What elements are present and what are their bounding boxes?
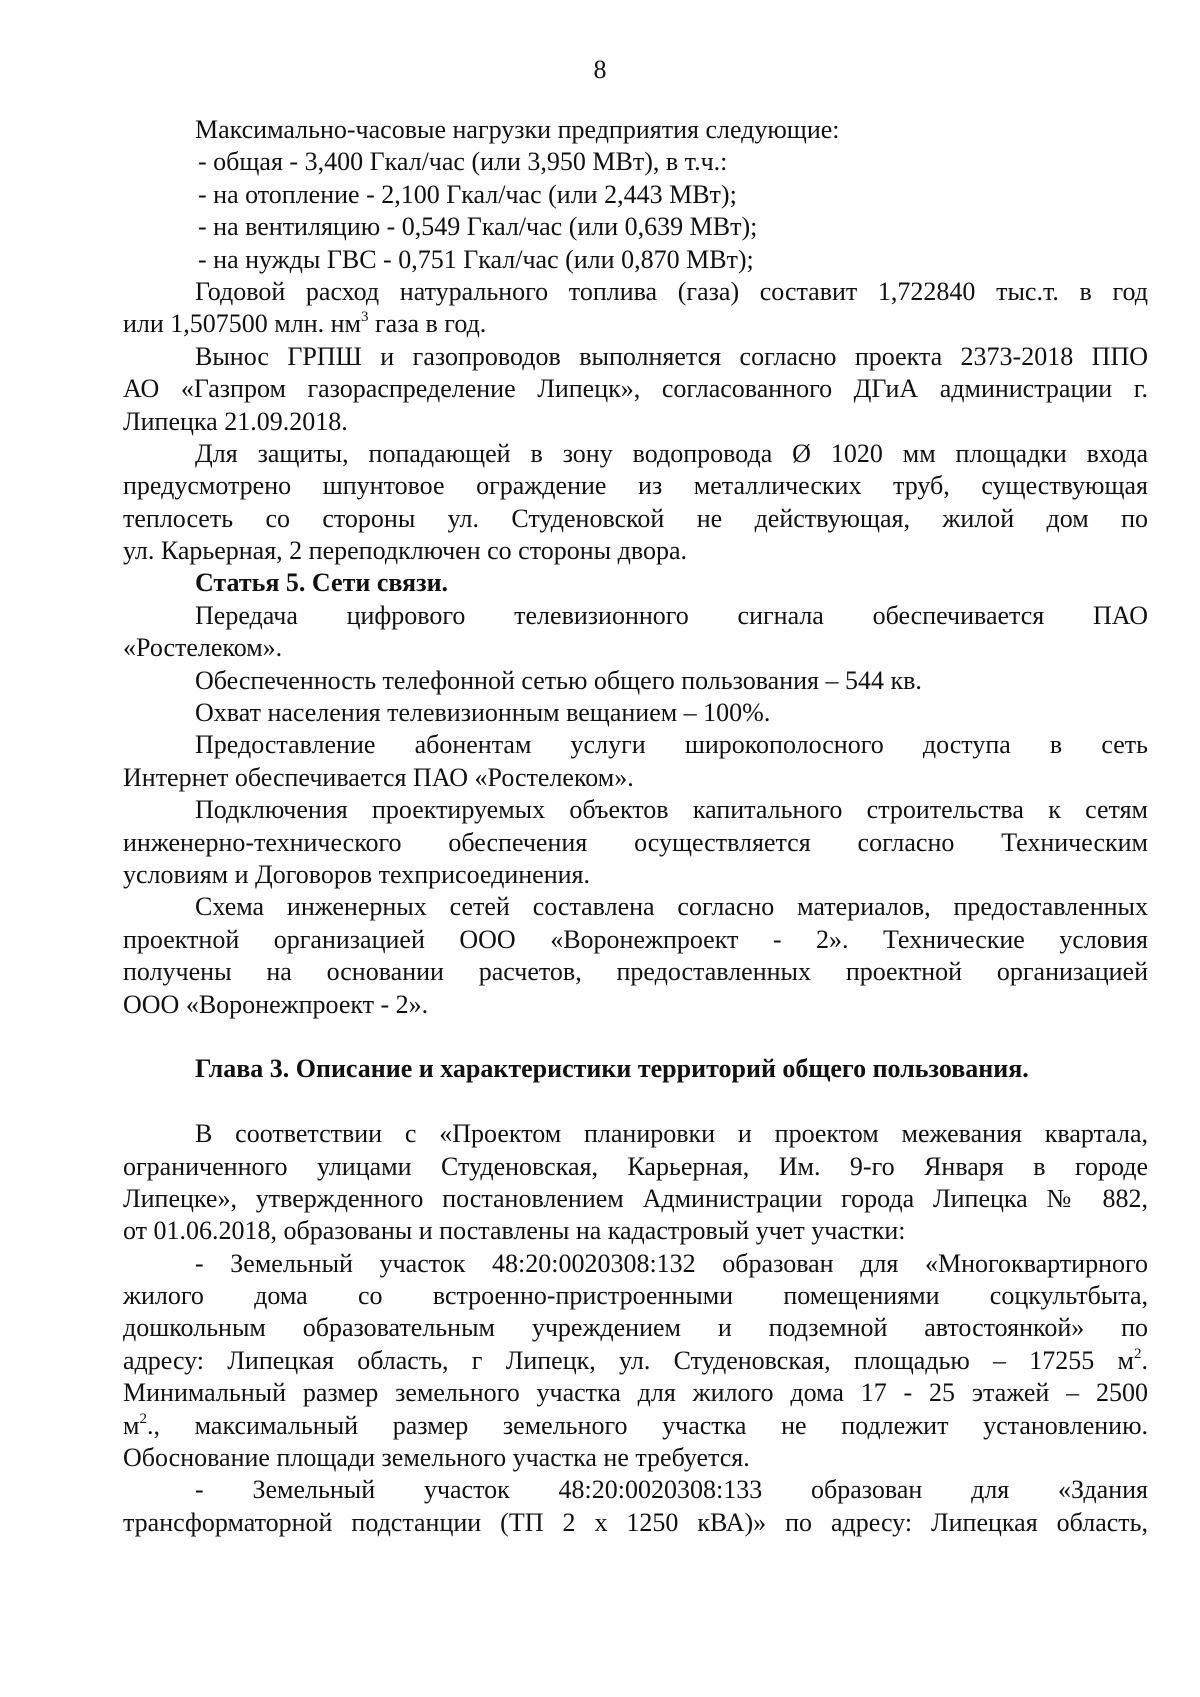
text-fragment: адресу: Липецкая область, г Липецк, ул. Студеновская, площадью – 17255 м (123, 1345, 1134, 1375)
text-line: Схема инженерных сетей составлена согласно материалов, предоставленных (195, 892, 1148, 922)
text-line: Интернет обеспечивается ПАО «Ростелеком». (123, 762, 634, 792)
text-fragment: ., максимальный размер земельного участка не подлежит установлению. (146, 1410, 1148, 1440)
text-line: получены на основании расчетов, предоставленных проектной организацией (123, 957, 1148, 987)
text-line: ограниченного улицами Студеновская, Карьерная, Им. 9-го Января в городе (123, 1151, 1148, 1181)
text-line: проектной организацией ООО «Воронежпроект - 2». Технические условия (123, 924, 1148, 954)
text-line: от 01.06.2018, образованы и поставлены на кадастровый учет участки: (123, 1216, 906, 1246)
text-line: Для защиты, попадающей в зону водопровода Ø 1020 мм площадки входа (195, 438, 1148, 468)
text-line: теплосеть со стороны ул. Студеновской не действующая, жилой дом по (123, 503, 1148, 533)
text-fragment: газа в год. (368, 309, 487, 339)
text-line: «Ростелеком». (123, 633, 283, 663)
superscript: 2 (139, 1410, 147, 1427)
text-line: Липецке», утвержденного постановлением Администрации города Липецка № 882, (123, 1183, 1148, 1213)
text-line: Подключения проектируемых объектов капитального строительства к сетям (195, 795, 1148, 825)
text-line: АО «Газпром газораспределение Липецк», согласованного ДГиА администрации г. (123, 374, 1148, 404)
list-item: - на вентиляцию - 0,549 Гкал/час (или 0,639 МВт); (198, 212, 758, 242)
text-fragment: м (123, 1410, 140, 1440)
text-line: ул. Карьерная, 2 переподключен со стороны двора. (123, 536, 687, 566)
spacer (123, 1021, 1148, 1053)
list-item: - на нужды ГВС - 0,751 Гкал/час (или 0,870 МВт); (198, 244, 754, 274)
text-line: трансформаторной подстанции (ТП 2 х 1250 кВА)» по адресу: Липецкая область, (123, 1507, 1148, 1537)
text-line: условиям и Договоров техприсоединения. (123, 859, 590, 889)
list-item: - Земельный участок 48:20:0020308:132 образован для «Многоквартирного (195, 1248, 1148, 1278)
text-line: ООО «Воронежпроект - 2». (123, 989, 429, 1019)
list-item: - на отопление - 2,100 Гкал/час (или 2,443 МВт); (198, 179, 737, 209)
list-item: - общая - 3,400 Гкал/час (или 3,950 МВт), в т.ч.: (198, 147, 728, 177)
text-line: Обоснование площади земельного участка не требуется. (123, 1443, 750, 1473)
text-line (123, 308, 1148, 340)
text-line: Минимальный размер земельного участка для жилого дома 17 - 25 этажей – 2500 (123, 1378, 1148, 1408)
text-line: дошкольным образовательным учреждением и подземной автостоянкой» по (123, 1313, 1148, 1343)
page-number: 8 (593, 55, 607, 84)
text-line (123, 1345, 1148, 1377)
text-line: жилого дома со встроенно-пристроенными помещениями соцкультбыта, (123, 1281, 1148, 1311)
text-line: Вынос ГРПШ и газопроводов выполняется согласно проекта 2373-2018 ППО (195, 341, 1148, 371)
text-line: Передача цифрового телевизионного сигнала обеспечивается ПАО (195, 600, 1148, 630)
text-fragment: или 1,507500 млн. нм (123, 309, 362, 339)
section-heading: Статья 5. Сети связи. (195, 568, 449, 598)
text-line: предусмотрено шпунтовое ограждение из металлических труб, существующая (123, 471, 1148, 501)
spacer (123, 1086, 1148, 1118)
page-body (123, 114, 1148, 1539)
text-line: Обеспеченность телефонной сетью общего пользования – 544 кв. (195, 665, 922, 695)
text-line: Годовой расход натурального топлива (газа) составит 1,722840 тыс.т. в год (195, 276, 1148, 306)
chapter-heading: Глава 3. Описание и характеристики территорий общего пользования. (195, 1054, 1029, 1084)
list-item: - Земельный участок 48:20:0020308:133 образован для «Здания (195, 1475, 1148, 1505)
text-line: В соответствии с «Проектом планировки и проектом межевания квартала, (195, 1119, 1148, 1149)
text-line: Липецка 21.09.2018. (123, 406, 348, 436)
text-line: Предоставление абонентам услуги широкополосного доступа в сеть (195, 730, 1148, 760)
superscript: 2 (1134, 1345, 1142, 1362)
text-line: Охват населения телевизионным вещанием – 100%. (195, 698, 771, 728)
text-line (123, 1410, 1148, 1442)
text-line: Максимально-часовые нагрузки предприятия следующие: (195, 115, 840, 144)
text-line: инженерно-технического обеспечения осуществляется согласно Техническим (123, 827, 1148, 857)
text-fragment: . (1141, 1345, 1148, 1375)
superscript: 3 (361, 309, 369, 326)
